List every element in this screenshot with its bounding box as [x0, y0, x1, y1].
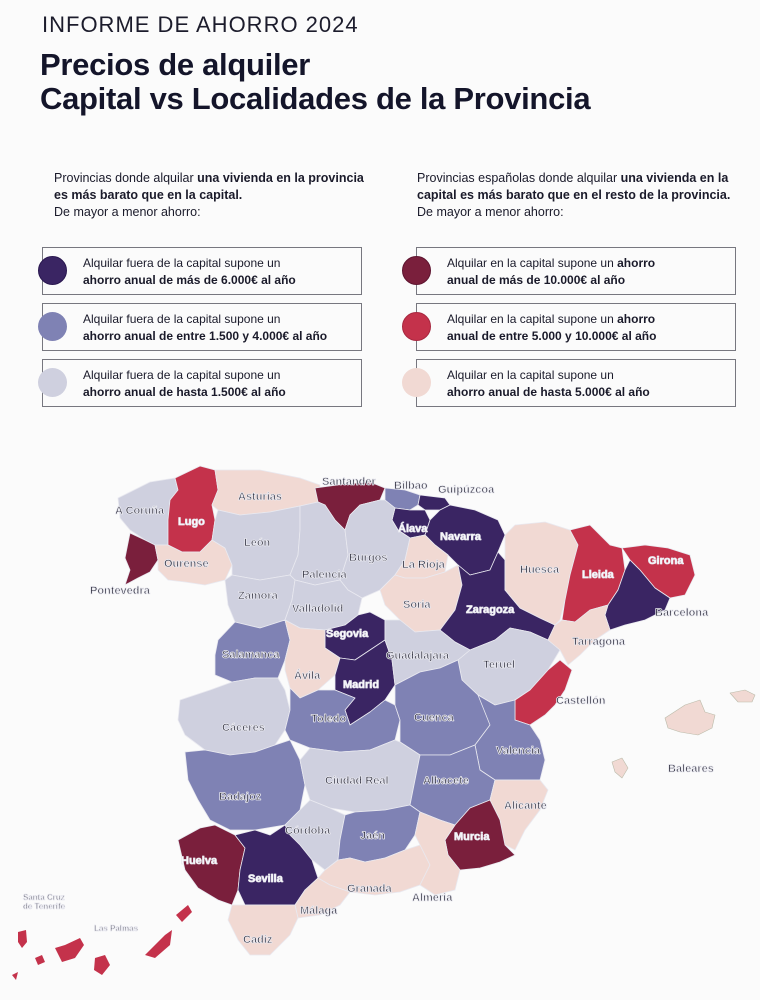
label-zamora: Zamora [238, 590, 278, 602]
label-toledo: Toledo [311, 713, 347, 725]
intro-text: De mayor a menor ahorro: [417, 205, 564, 219]
label-alicante: Alicante [504, 800, 547, 812]
label-salamanca: Salamanca [222, 649, 280, 661]
label-lugo: Lugo [178, 516, 205, 528]
label-valladolid: Valladolid [292, 603, 344, 615]
legend-text: Alquilar fuera de la capital supone un [83, 312, 281, 326]
report-kicker: INFORME DE AHORRO 2024 [42, 12, 359, 37]
label-guipuzcoa: Guipúzcoa [438, 484, 495, 496]
label-girona: Girona [648, 555, 684, 567]
label-tenerife-line1: Santa Cruz [23, 893, 65, 902]
label-badajoz: Badajoz [219, 791, 262, 803]
label-jaen: Jaén [360, 830, 386, 842]
legend-text: Alquilar fuera de la capital supone un [83, 256, 281, 270]
label-sevilla: Sevilla [248, 873, 283, 885]
title-line-2: Capital vs Localidades de la Provincia [40, 81, 591, 116]
legend-left-intro [54, 170, 374, 221]
legend-text-bold: anual de más de 10.000€ al año [447, 273, 626, 287]
legend-item-province-mid [42, 303, 362, 351]
label-baleares: Baleares [668, 763, 714, 775]
label-laspalmas: Las Palmas [94, 924, 139, 933]
label-tenerife-line2: de Tenerife [23, 902, 66, 911]
label-almeria: Almeria [412, 892, 453, 904]
label-alava: Álava [398, 523, 428, 535]
intro-text: Provincias españolas donde alquilar [417, 171, 621, 185]
intro-text: Provincias donde alquilar [54, 171, 198, 185]
label-avila: Ávila [294, 670, 321, 682]
legend-text-bold: ahorro [617, 312, 656, 326]
label-navarra: Navarra [440, 531, 481, 543]
label-acoruna: A Coruña [115, 505, 165, 517]
label-palencia: Palencia [302, 569, 347, 581]
label-malaga: Málaga [300, 905, 338, 917]
label-soria: Soria [403, 599, 431, 611]
label-asturias: Asturias [238, 491, 283, 503]
province-badajoz[interactable] [185, 740, 305, 830]
label-segovia: Segovia [326, 628, 369, 640]
legend-text: Alquilar en la capital supone un [447, 312, 618, 326]
label-burgos: Burgos [349, 552, 388, 564]
province-cadiz[interactable] [228, 905, 298, 955]
legend-swatch-province-mid [38, 312, 67, 341]
legend-text-bold: anual de entre 5.000 y 10.000€ al año [447, 329, 657, 343]
label-albacete: Albacete [423, 775, 469, 787]
legend-item-province-low [42, 359, 362, 407]
province-canarias[interactable] [12, 905, 192, 980]
label-granada: Granada [347, 883, 392, 895]
legend-item-capital-mid [416, 303, 736, 351]
legend-text-bold: ahorro anual de hasta 1.500€ al año [83, 385, 286, 399]
label-zaragoza: Zaragoza [466, 604, 515, 616]
label-ourense: Ourense [164, 558, 209, 570]
legend-swatch-province-low [38, 368, 67, 397]
label-madrid: Madrid [343, 679, 380, 691]
label-tarragona: Tarragona [572, 636, 625, 648]
label-murcia: Murcia [454, 831, 490, 843]
label-larioja: La Rioja [402, 559, 445, 571]
title-line-1: Precios de alquiler [40, 47, 310, 82]
legend-text-bold: ahorro anual de hasta 5.000€ al año [447, 385, 650, 399]
legend-swatch-capital-high [402, 256, 431, 285]
label-teruel: Teruel [483, 659, 516, 671]
legend-text-bold: ahorro anual de entre 1.500 y 4.000€ al año [83, 329, 328, 343]
legend-right-intro [417, 170, 737, 221]
label-cordoba: Córdoba [285, 825, 331, 837]
legend-item-province-high [42, 247, 362, 295]
label-castellon: Castellón [556, 695, 606, 707]
label-ciudadreal: Ciudad Real [325, 775, 389, 787]
legend-swatch-capital-mid [402, 312, 431, 341]
label-santander: Santander [322, 476, 376, 488]
legend-text: Alquilar en la capital supone un [447, 368, 614, 382]
intro-bold-text: una vivienda en la capital es más barato que en el resto de la provincia. [417, 171, 731, 202]
label-barcelona: Barcelona [655, 607, 709, 619]
label-bilbao: Bilbao [394, 480, 428, 492]
page-title [40, 48, 590, 116]
legend-swatch-province-high [38, 256, 67, 285]
province-caceres[interactable] [178, 678, 290, 755]
label-pontevedra: Pontevedra [90, 585, 150, 597]
legend-item-capital-high [416, 247, 736, 295]
label-cuenca: Cuenca [414, 712, 454, 724]
spain-province-map [0, 440, 760, 1000]
legend-text-bold: ahorro anual de más de 6.000€ al año [83, 273, 296, 287]
legend-text-bold: ahorro [617, 256, 656, 270]
label-caceres: Cáceres [222, 722, 265, 734]
label-lleida: Lleida [582, 569, 614, 581]
intro-bold-text: una vivienda en la provincia es más barato que en la capital. [54, 171, 364, 202]
label-leon: León [244, 537, 271, 549]
legend-swatch-capital-low [402, 368, 431, 397]
label-valencia: Valencia [496, 745, 541, 757]
label-cadiz: Cadiz [243, 934, 273, 946]
intro-text: De mayor a menor ahorro: [54, 205, 201, 219]
label-huesca: Huesca [520, 564, 560, 576]
province-lugo[interactable] [168, 466, 218, 552]
legend-item-capital-low [416, 359, 736, 407]
label-huelva: Huelva [181, 855, 218, 867]
legend-text: Alquilar fuera de la capital supone un [83, 368, 281, 382]
legend-text: Alquilar en la capital supone un [447, 256, 618, 270]
label-guadalajara: Guadalajara [386, 650, 449, 662]
